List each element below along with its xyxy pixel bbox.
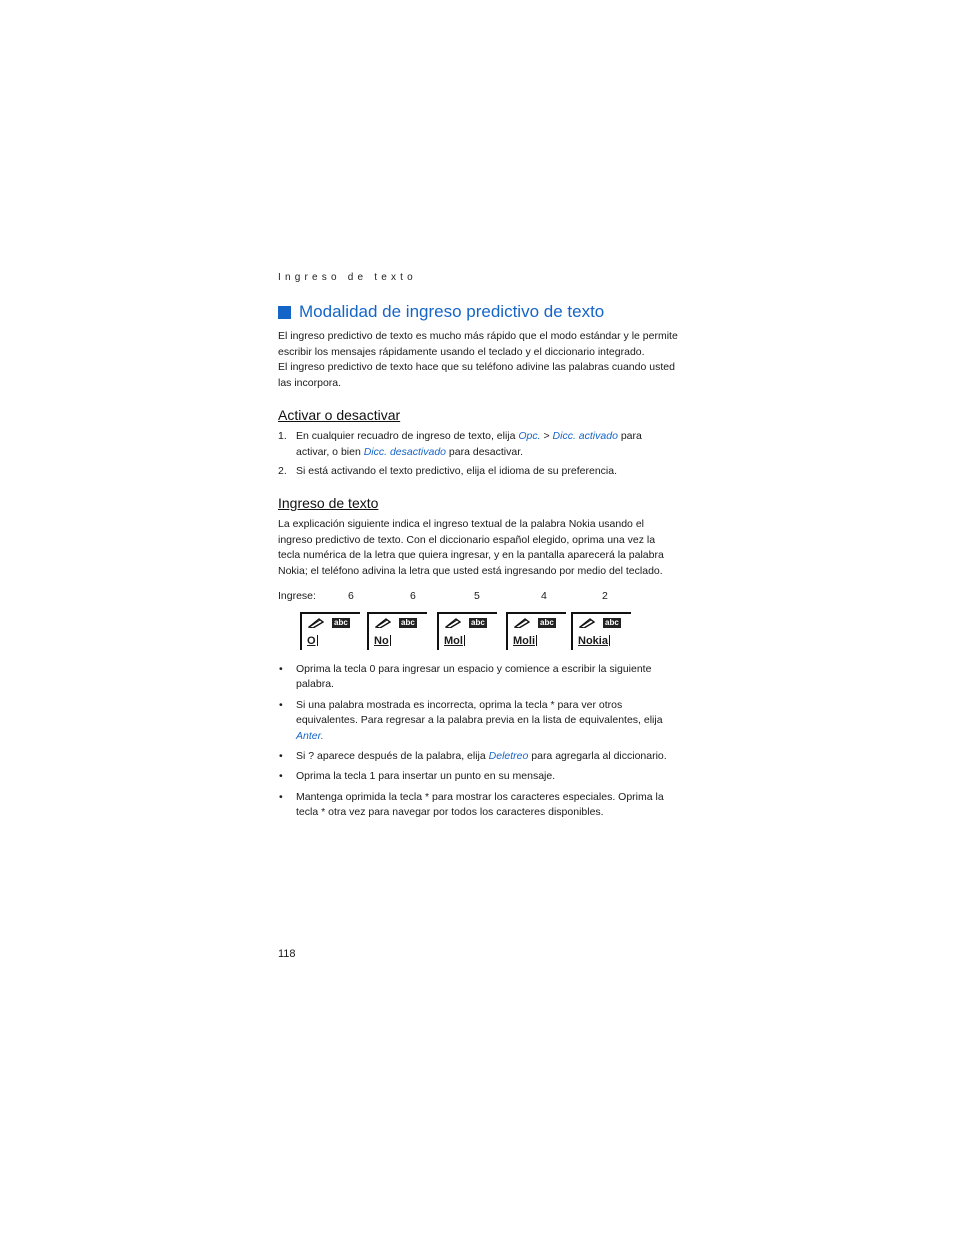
tip-item xyxy=(278,790,678,821)
tip-text: Mantenga oprimida la tecla * para mostrar los caracteres especiales. Oprima la tecla * otra vez para navegar por todos los caracteres disponibles. xyxy=(296,790,664,819)
menu-dicc-desactivado: Dicc. desactivado xyxy=(363,445,447,458)
steps-list xyxy=(278,429,678,480)
phone-screens xyxy=(278,612,678,652)
step-number: 1. xyxy=(278,429,287,442)
predictive-pen-icon xyxy=(308,618,324,628)
predicted-word-text: No xyxy=(374,634,389,647)
predicted-word-text: Moli xyxy=(513,634,535,647)
section-heading-ingreso: Ingreso de texto xyxy=(278,494,379,511)
step-1 xyxy=(278,429,678,460)
phone-screen xyxy=(506,612,566,650)
mode-indicator: abc xyxy=(540,617,554,627)
predicted-word-text: O xyxy=(307,634,316,647)
bullet-icon: • xyxy=(279,770,283,783)
text-cursor xyxy=(317,635,318,646)
predictive-pen-icon xyxy=(375,618,391,628)
predictive-pen-icon xyxy=(579,618,595,628)
bullet-icon: • xyxy=(279,662,283,675)
tip-text: Si una palabra mostrada es incorrecta, oprima la tecla * para ver otros equivalentes. Para regresar a la palabra previa en la lista de equivalentes, elija xyxy=(296,698,663,727)
step-text: Si está activando el texto predictivo, elija el idioma de su preferencia. xyxy=(296,465,618,478)
ingreso-paragraph: La explicación siguiente indica el ingreso textual de la palabra Nokia usando el ingreso predictivo de texto. Con el diccionario español elegido, oprima una vez la tecla numérica de la letra que quiera ingresar, y en la pantalla aparecerá la palabra Nokia; el teléfono adivina la letra que usted está ingresando por medio del teclado. xyxy=(278,517,664,578)
text-cursor xyxy=(390,635,391,646)
predicted-word xyxy=(513,635,537,647)
step-text: En cualquier recuadro de ingreso de texto, elija xyxy=(296,429,519,442)
phone-screen xyxy=(300,612,360,650)
predicted-word xyxy=(578,635,610,647)
running-head: Ingreso de texto xyxy=(278,272,417,283)
predicted-word xyxy=(444,635,465,647)
bullet-icon: • xyxy=(279,790,283,803)
tip-text: Si ? aparece después de la palabra, elija xyxy=(296,750,489,763)
predicted-word xyxy=(307,635,318,647)
page-number: 118 xyxy=(278,948,296,960)
text-cursor xyxy=(464,635,465,646)
ingrese-label: Ingrese: xyxy=(278,589,316,602)
step-separator: > xyxy=(540,429,553,442)
tip-text: Oprima la tecla 0 para ingresar un espacio y comience a escribir la siguiente palabra. xyxy=(296,662,652,691)
key-label: 6 xyxy=(348,589,354,602)
mode-indicator: abc xyxy=(471,617,485,627)
key-label: 4 xyxy=(541,589,547,602)
tip-item xyxy=(278,769,678,785)
page-title xyxy=(278,301,678,323)
step-number: 2. xyxy=(278,465,287,478)
mode-indicator: abc xyxy=(605,617,619,627)
predictive-pen-icon xyxy=(445,618,461,628)
predicted-word-text: Nokia xyxy=(578,634,608,647)
bullet-icon: • xyxy=(279,698,283,711)
key-label: 6 xyxy=(410,589,416,602)
phone-screen xyxy=(437,612,497,650)
page-title-text: Modalidad de ingreso predictivo de texto xyxy=(299,302,605,321)
key-label: 2 xyxy=(602,589,608,602)
step-text: para activar, o bien xyxy=(296,429,642,458)
text-cursor xyxy=(609,635,610,646)
tip-text: para agregarla al diccionario. xyxy=(528,750,667,763)
tips-list xyxy=(278,662,678,821)
intro-paragraph-2: El ingreso predictivo de texto hace que su teléfono adivine las palabras cuando usted las incorpora. xyxy=(278,361,675,390)
predicted-word xyxy=(374,635,391,647)
mode-indicator: abc xyxy=(401,617,415,627)
phone-screen xyxy=(367,612,427,650)
menu-opc: Opc. xyxy=(518,429,541,442)
page-content xyxy=(278,272,678,826)
square-bullet-icon xyxy=(278,306,291,319)
predicted-word-text: Mol xyxy=(444,634,463,647)
section-heading-activar: Activar o desactivar xyxy=(278,406,401,423)
phone-screen xyxy=(571,612,631,650)
predictive-pen-icon xyxy=(514,618,530,628)
tip-item xyxy=(278,662,678,693)
step-text: para desactivar. xyxy=(446,445,524,458)
tip-item xyxy=(278,749,678,765)
menu-dicc-activado: Dicc. activado xyxy=(552,429,618,442)
step-2 xyxy=(278,464,678,480)
key-label: 5 xyxy=(474,589,480,602)
menu-anter: Anter. xyxy=(296,730,324,743)
intro-paragraph-1: El ingreso predictivo de texto es mucho más rápido que el modo estándar y le permite escribir los mensajes rápidamente usando el teclado y el diccionario integrado. xyxy=(278,330,678,358)
tip-text: Oprima la tecla 1 para insertar un punto en su mensaje. xyxy=(296,770,556,783)
mode-indicator: abc xyxy=(334,617,348,627)
tip-item xyxy=(278,698,678,745)
text-cursor xyxy=(536,635,537,646)
bullet-icon: • xyxy=(279,750,283,763)
key-sequence xyxy=(278,590,678,606)
menu-deletreo: Deletreo xyxy=(488,750,529,763)
